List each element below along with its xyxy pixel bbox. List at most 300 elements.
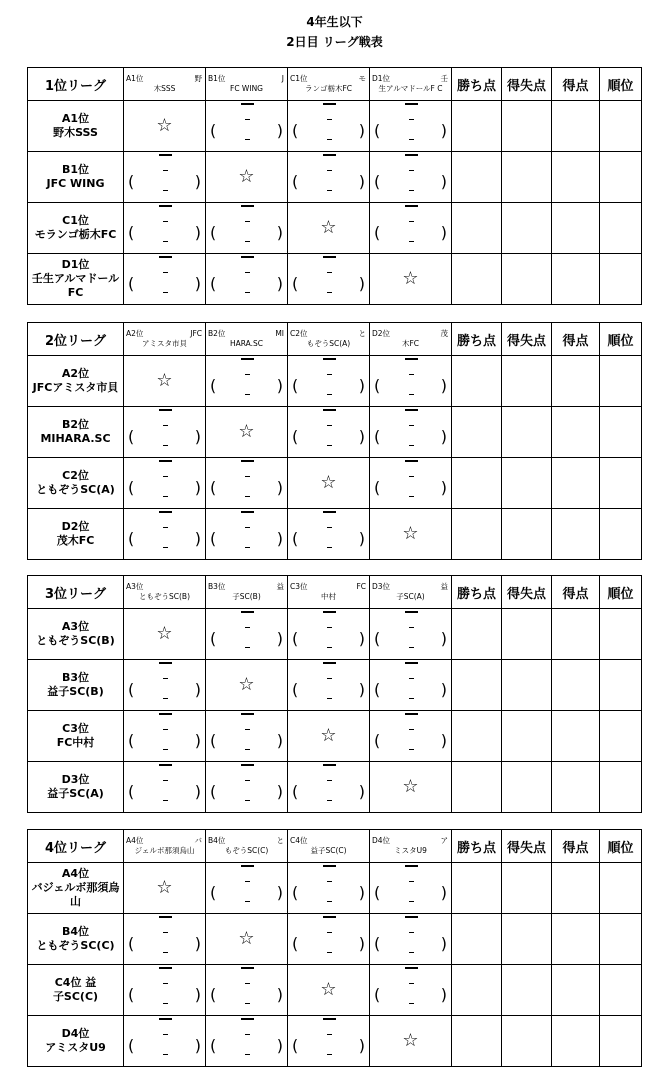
close-paren: )	[358, 629, 365, 648]
team-row	[28, 254, 642, 305]
team-row	[28, 407, 642, 458]
stat-cell[interactable]	[502, 458, 552, 509]
score-cell[interactable]	[370, 458, 452, 509]
stat-cell[interactable]	[452, 914, 502, 965]
result-mark	[241, 103, 254, 105]
score-dash	[245, 729, 250, 730]
score-cell[interactable]	[288, 863, 370, 914]
opponent-header	[370, 68, 452, 101]
league-table	[27, 67, 642, 305]
score-cell[interactable]	[124, 509, 206, 560]
stat-cell[interactable]	[552, 762, 600, 813]
team-seed: A2位	[61, 367, 90, 380]
score-cell[interactable]	[206, 965, 288, 1016]
team-seed: C3位	[62, 722, 89, 735]
stat-header: 勝ち点	[452, 576, 502, 609]
score-dash	[245, 901, 250, 902]
stat-cell[interactable]	[600, 1016, 642, 1067]
stat-cell[interactable]	[552, 458, 600, 509]
stat-header: 勝ち点	[452, 68, 502, 101]
stat-cell[interactable]	[502, 660, 552, 711]
opponent-seed: C1位	[290, 74, 308, 83]
close-paren: )	[194, 782, 201, 801]
result-mark	[323, 865, 336, 867]
score-dash	[409, 1003, 414, 1004]
score-cell[interactable]	[206, 863, 288, 914]
open-paren: (	[374, 223, 381, 242]
score-cell[interactable]	[206, 711, 288, 762]
stat-header: 得点	[552, 68, 600, 101]
stat-cell[interactable]	[452, 152, 502, 203]
stat-cell[interactable]	[600, 609, 642, 660]
close-paren: )	[276, 121, 283, 140]
stat-cell[interactable]	[600, 152, 642, 203]
open-paren: (	[210, 478, 217, 497]
stat-cell[interactable]	[502, 609, 552, 660]
stat-cell[interactable]	[600, 101, 642, 152]
opponent-name: HARA.SC	[229, 339, 264, 348]
score-dash	[327, 170, 332, 171]
self-match-star: ☆	[206, 914, 288, 965]
stat-cell[interactable]	[600, 762, 642, 813]
opponent-seed: D1位	[372, 74, 391, 83]
self-match-star: ☆	[206, 660, 288, 711]
close-paren: )	[440, 629, 447, 648]
close-paren: )	[440, 121, 447, 140]
open-paren: (	[210, 121, 217, 140]
result-mark	[405, 460, 418, 462]
score-dash	[327, 881, 332, 882]
stat-cell[interactable]	[502, 203, 552, 254]
score-cell[interactable]	[288, 101, 370, 152]
score-dash	[409, 881, 414, 882]
open-paren: (	[292, 529, 299, 548]
team-row	[28, 711, 642, 762]
score-cell[interactable]	[288, 762, 370, 813]
close-paren: )	[276, 274, 283, 293]
self-match-star: ☆	[124, 609, 206, 660]
score-cell[interactable]	[124, 458, 206, 509]
stat-cell[interactable]	[552, 203, 600, 254]
stat-cell[interactable]	[600, 914, 642, 965]
score-cell[interactable]	[206, 101, 288, 152]
stat-cell[interactable]	[452, 407, 502, 458]
opponent-name-start: ア	[440, 836, 448, 845]
stat-cell[interactable]	[552, 1016, 600, 1067]
score-dash	[409, 476, 414, 477]
stat-cell[interactable]	[502, 254, 552, 305]
opponent-header	[124, 323, 206, 356]
stat-cell[interactable]	[552, 660, 600, 711]
opponent-seed: B3位	[208, 582, 226, 591]
score-cell[interactable]	[206, 203, 288, 254]
score-dash	[163, 221, 168, 222]
stat-cell[interactable]	[552, 863, 600, 914]
score-cell[interactable]	[124, 914, 206, 965]
close-paren: )	[194, 985, 201, 1004]
open-paren: (	[374, 680, 381, 699]
score-dash	[409, 119, 414, 120]
stat-cell[interactable]	[552, 609, 600, 660]
stat-cell[interactable]	[600, 509, 642, 560]
opponent-header	[206, 830, 288, 863]
score-dash	[409, 190, 414, 191]
opponent-seed: A3位	[126, 582, 144, 591]
self-match-star: ☆	[370, 509, 452, 560]
stat-cell[interactable]	[600, 203, 642, 254]
team-seed: D1位	[61, 258, 90, 271]
stat-cell[interactable]	[600, 356, 642, 407]
score-dash	[327, 780, 332, 781]
score-cell[interactable]	[206, 356, 288, 407]
opponent-seed: C2位	[290, 329, 308, 338]
score-dash	[163, 983, 168, 984]
score-cell[interactable]	[124, 203, 206, 254]
close-paren: )	[276, 529, 283, 548]
stat-cell[interactable]	[452, 254, 502, 305]
stat-cell[interactable]	[600, 407, 642, 458]
score-dash	[163, 527, 168, 528]
score-dash	[245, 800, 250, 801]
self-match-star: ☆	[370, 1016, 452, 1067]
score-dash	[245, 627, 250, 628]
opponent-seed: B2位	[208, 329, 226, 338]
score-dash	[163, 1034, 168, 1035]
team-seed: C4位 益	[54, 976, 97, 989]
score-dash	[327, 272, 332, 273]
stat-cell[interactable]	[552, 509, 600, 560]
score-dash	[327, 932, 332, 933]
team-name	[28, 407, 124, 458]
stat-cell[interactable]	[600, 863, 642, 914]
stat-cell[interactable]	[502, 152, 552, 203]
stat-cell[interactable]	[502, 762, 552, 813]
score-dash	[409, 901, 414, 902]
open-paren: (	[292, 934, 299, 953]
stat-cell[interactable]	[452, 609, 502, 660]
open-paren: (	[210, 985, 217, 1004]
team-row	[28, 356, 642, 407]
score-cell[interactable]	[206, 762, 288, 813]
stat-cell[interactable]	[452, 356, 502, 407]
open-paren: (	[128, 529, 135, 548]
score-dash	[409, 241, 414, 242]
score-dash	[163, 496, 168, 497]
self-match-star: ☆	[124, 101, 206, 152]
score-cell[interactable]	[124, 407, 206, 458]
self-match-star: ☆	[288, 203, 370, 254]
opponent-seed: B1位	[208, 74, 226, 83]
team-seed: C2位	[62, 469, 89, 482]
result-mark	[323, 103, 336, 105]
score-dash	[245, 749, 250, 750]
score-dash	[245, 547, 250, 548]
team-label: モランゴ栃木FC	[34, 228, 117, 241]
team-row	[28, 660, 642, 711]
opponent-seed: A4位	[126, 836, 144, 845]
open-paren: (	[292, 883, 299, 902]
score-dash	[163, 932, 168, 933]
stat-cell[interactable]	[452, 660, 502, 711]
score-dash	[245, 527, 250, 528]
score-dash	[409, 749, 414, 750]
close-paren: )	[276, 223, 283, 242]
stat-cell[interactable]	[600, 458, 642, 509]
close-paren: )	[276, 782, 283, 801]
score-cell[interactable]	[124, 711, 206, 762]
stat-cell[interactable]	[552, 356, 600, 407]
result-mark	[159, 764, 172, 766]
score-cell[interactable]	[288, 1016, 370, 1067]
score-cell[interactable]	[370, 407, 452, 458]
score-cell[interactable]	[370, 711, 452, 762]
stat-cell[interactable]	[600, 254, 642, 305]
score-dash	[327, 800, 332, 801]
close-paren: )	[440, 680, 447, 699]
close-paren: )	[440, 223, 447, 242]
close-paren: )	[358, 376, 365, 395]
stat-cell[interactable]	[452, 203, 502, 254]
stat-cell[interactable]	[502, 407, 552, 458]
score-cell[interactable]	[124, 254, 206, 305]
open-paren: (	[374, 427, 381, 446]
score-cell[interactable]	[288, 407, 370, 458]
self-match-star: ☆	[124, 356, 206, 407]
team-name	[28, 914, 124, 965]
opponent-name: ともぞうSC(B)	[139, 592, 190, 601]
result-mark	[241, 511, 254, 513]
team-row	[28, 1016, 642, 1067]
stat-cell[interactable]	[452, 101, 502, 152]
score-dash	[245, 374, 250, 375]
score-dash	[163, 292, 168, 293]
page-subtitle: 2日目 リーグ戦表	[286, 35, 383, 49]
opponent-header	[288, 68, 370, 101]
team-label: JFC WING	[46, 177, 105, 190]
score-dash	[327, 647, 332, 648]
open-paren: (	[210, 883, 217, 902]
team-label: MIHARA.SC	[40, 432, 111, 445]
team-label: ともぞうSC(B)	[36, 634, 115, 647]
score-dash	[409, 170, 414, 171]
opponent-name-start: MI	[275, 329, 284, 338]
open-paren: (	[374, 985, 381, 1004]
score-dash	[327, 394, 332, 395]
score-cell[interactable]	[124, 660, 206, 711]
score-cell[interactable]	[370, 203, 452, 254]
stat-cell[interactable]	[452, 762, 502, 813]
score-cell[interactable]	[288, 609, 370, 660]
score-cell[interactable]	[206, 609, 288, 660]
score-cell[interactable]	[288, 254, 370, 305]
open-paren: (	[292, 782, 299, 801]
team-label: 壬生アルマドールFC	[31, 272, 120, 299]
score-dash	[163, 749, 168, 750]
open-paren: (	[210, 376, 217, 395]
score-cell[interactable]	[370, 914, 452, 965]
result-mark	[159, 916, 172, 918]
close-paren: )	[194, 529, 201, 548]
result-mark	[159, 662, 172, 664]
result-mark	[159, 511, 172, 513]
team-name	[28, 509, 124, 560]
opponent-seed: A2位	[126, 329, 144, 338]
stat-cell[interactable]	[552, 407, 600, 458]
stat-cell[interactable]	[552, 152, 600, 203]
score-cell[interactable]	[288, 356, 370, 407]
team-name	[28, 711, 124, 762]
opponent-header	[288, 576, 370, 609]
opponent-name-start: と	[276, 836, 284, 845]
result-mark	[323, 764, 336, 766]
result-mark	[159, 154, 172, 156]
score-cell[interactable]	[370, 863, 452, 914]
opponent-name: 子SC(A)	[396, 592, 425, 601]
score-cell[interactable]	[370, 965, 452, 1016]
stat-cell[interactable]	[600, 965, 642, 1016]
team-seed: B1位	[61, 163, 90, 176]
score-cell[interactable]	[370, 609, 452, 660]
opponent-name: 生アルマドールF C	[378, 84, 443, 93]
score-dash	[327, 292, 332, 293]
score-dash	[409, 698, 414, 699]
stat-cell[interactable]	[552, 101, 600, 152]
opponent-header	[124, 68, 206, 101]
result-mark	[405, 865, 418, 867]
team-name	[28, 609, 124, 660]
score-cell[interactable]	[206, 254, 288, 305]
open-paren: (	[374, 172, 381, 191]
stat-cell[interactable]	[600, 660, 642, 711]
score-dash	[327, 952, 332, 953]
score-dash	[163, 678, 168, 679]
result-mark	[241, 1018, 254, 1020]
stat-cell[interactable]	[502, 711, 552, 762]
score-cell[interactable]	[124, 965, 206, 1016]
score-dash	[327, 190, 332, 191]
score-dash	[327, 698, 332, 699]
score-dash	[163, 170, 168, 171]
team-row	[28, 965, 642, 1016]
open-paren: (	[374, 121, 381, 140]
score-cell[interactable]	[370, 356, 452, 407]
stat-cell[interactable]	[552, 254, 600, 305]
result-mark	[241, 460, 254, 462]
stat-cell[interactable]	[452, 863, 502, 914]
stat-cell[interactable]	[552, 711, 600, 762]
score-dash	[409, 394, 414, 395]
close-paren: )	[276, 1036, 283, 1055]
opponent-name: 木SSS	[153, 84, 176, 93]
score-cell[interactable]	[206, 458, 288, 509]
team-label: 野木SSS	[53, 126, 98, 139]
team-row	[28, 203, 642, 254]
score-cell[interactable]	[288, 660, 370, 711]
self-match-star: ☆	[206, 152, 288, 203]
score-cell[interactable]	[288, 509, 370, 560]
stat-cell[interactable]	[552, 914, 600, 965]
score-cell[interactable]	[206, 509, 288, 560]
open-paren: (	[292, 376, 299, 395]
close-paren: )	[276, 629, 283, 648]
open-paren: (	[292, 172, 299, 191]
opponent-name-start: 益	[440, 582, 448, 591]
score-dash	[327, 445, 332, 446]
stat-cell[interactable]	[502, 863, 552, 914]
stat-cell[interactable]	[502, 914, 552, 965]
opponent-name: ランゴ栃木FC	[304, 84, 353, 93]
stat-header: 得点	[552, 323, 600, 356]
opponent-name: 益子SC(C)	[310, 846, 347, 855]
stat-cell[interactable]	[552, 965, 600, 1016]
score-cell[interactable]	[370, 152, 452, 203]
opponent-name-start: J	[281, 74, 284, 83]
score-dash	[245, 647, 250, 648]
score-dash	[245, 292, 250, 293]
score-dash	[245, 1003, 250, 1004]
result-mark	[405, 967, 418, 969]
open-paren: (	[292, 427, 299, 446]
score-cell[interactable]	[370, 660, 452, 711]
stat-cell[interactable]	[452, 711, 502, 762]
league-table	[27, 829, 642, 1067]
stat-cell[interactable]	[600, 711, 642, 762]
stat-header: 順位	[600, 576, 642, 609]
team-name	[28, 863, 124, 914]
stat-header: 勝ち点	[452, 323, 502, 356]
result-mark	[405, 611, 418, 613]
result-mark	[159, 256, 172, 258]
stat-cell[interactable]	[452, 458, 502, 509]
result-mark	[405, 205, 418, 207]
open-paren: (	[210, 731, 217, 750]
opponent-name-start: 茂	[440, 329, 448, 338]
score-cell[interactable]	[288, 152, 370, 203]
score-cell[interactable]	[288, 914, 370, 965]
score-cell[interactable]	[124, 762, 206, 813]
score-dash	[327, 119, 332, 120]
score-cell[interactable]	[124, 152, 206, 203]
score-cell[interactable]	[124, 1016, 206, 1067]
team-name	[28, 1016, 124, 1067]
team-label: バジェルボ那須烏山	[31, 881, 120, 908]
opponent-header	[124, 576, 206, 609]
close-paren: )	[194, 223, 201, 242]
stat-cell[interactable]	[502, 1016, 552, 1067]
score-cell[interactable]	[370, 101, 452, 152]
stat-cell[interactable]	[502, 509, 552, 560]
opponent-name-start: 益	[276, 582, 284, 591]
team-name	[28, 458, 124, 509]
stat-cell[interactable]	[502, 101, 552, 152]
opponent-header	[206, 323, 288, 356]
close-paren: )	[440, 478, 447, 497]
stat-cell[interactable]	[452, 965, 502, 1016]
team-name	[28, 356, 124, 407]
opponent-seed: D4位	[372, 836, 391, 845]
stat-cell[interactable]	[452, 509, 502, 560]
league-name: 4位リーグ	[28, 830, 124, 863]
score-cell[interactable]	[206, 1016, 288, 1067]
score-dash	[409, 445, 414, 446]
stat-cell[interactable]	[502, 965, 552, 1016]
team-seed: D3位	[61, 773, 90, 786]
stat-cell[interactable]	[452, 1016, 502, 1067]
score-dash	[409, 983, 414, 984]
stat-cell[interactable]	[502, 356, 552, 407]
score-dash	[327, 547, 332, 548]
close-paren: )	[358, 121, 365, 140]
